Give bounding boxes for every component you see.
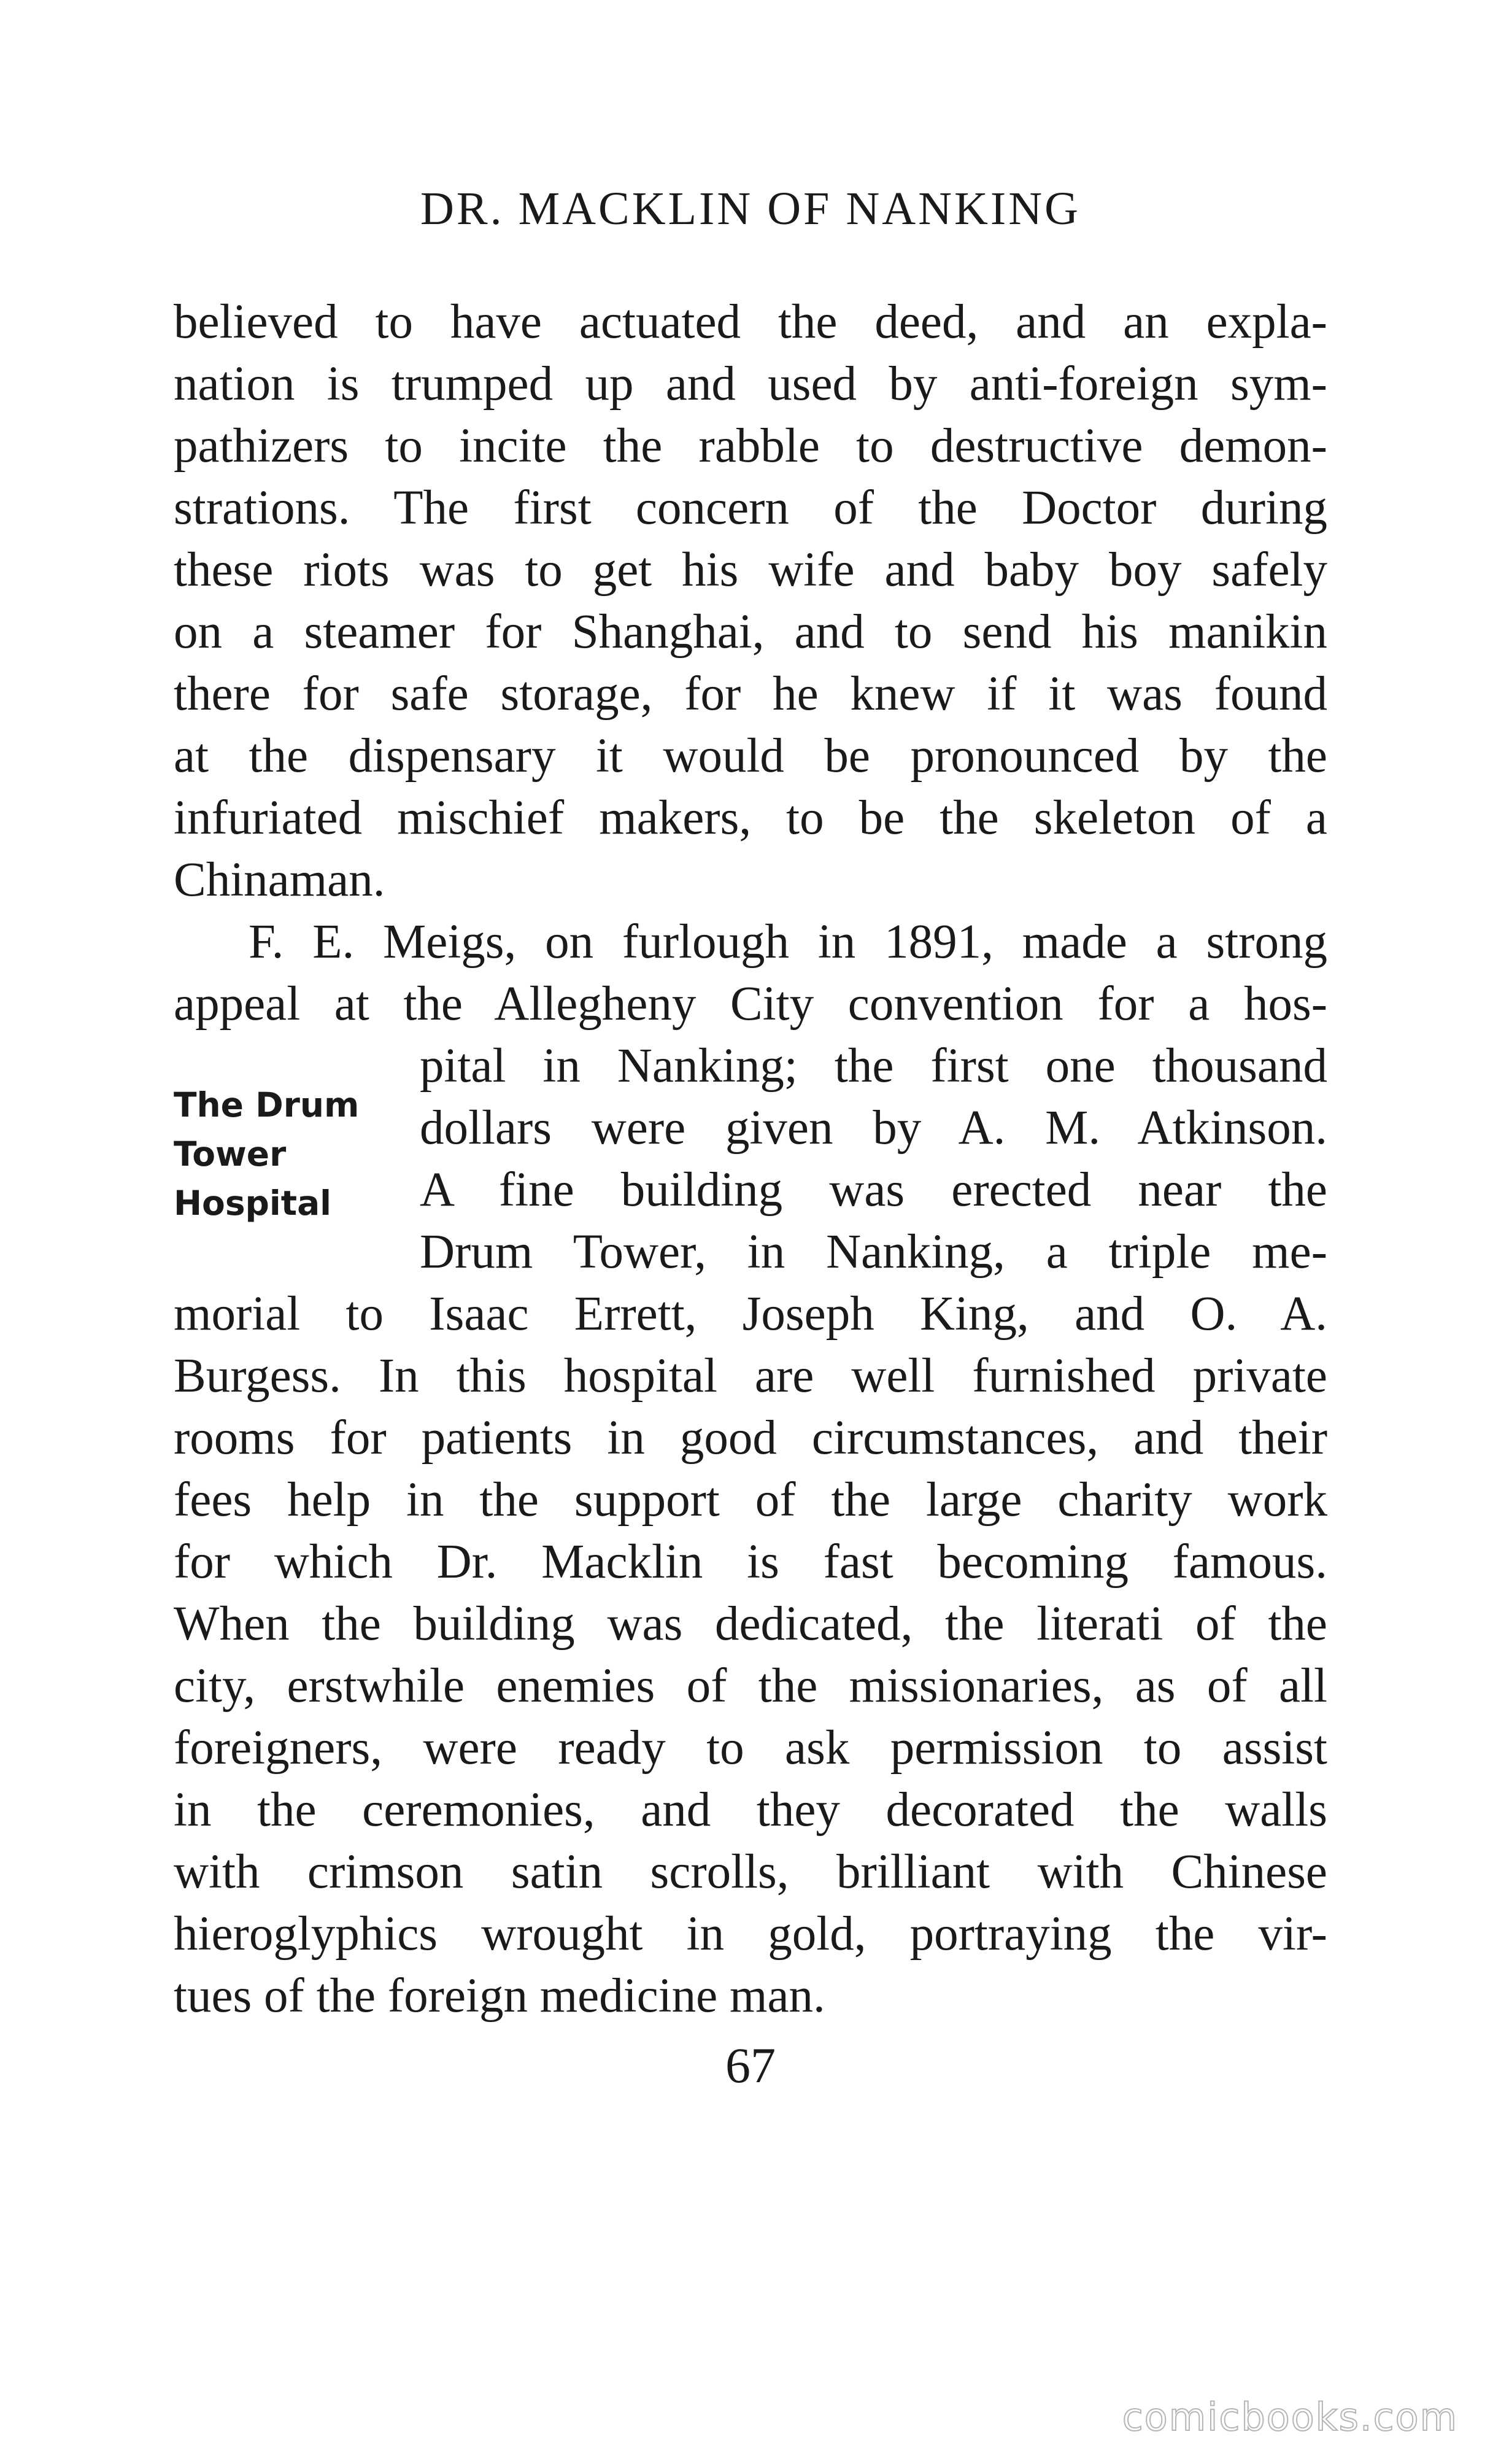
body-line: dollars were given by A. M. Atkinson. — [420, 1101, 1327, 1155]
body-line: nation is trumped up and used by anti-foreign sym- — [174, 357, 1327, 411]
body-line: appeal at the Allegheny City convention for a hos- — [174, 977, 1327, 1031]
body-line: F. E. Meigs, on furlough in 1891, made a strong — [249, 915, 1327, 969]
margin-note — [174, 1080, 395, 1228]
body-line: strations. The first concern of the Doctor during — [174, 481, 1327, 535]
body-line: Chinaman. — [174, 853, 385, 907]
body-line: there for safe storage, for he knew if it was found — [174, 667, 1327, 721]
body-line: infuriated mischief makers, to be the skeleton of a — [174, 791, 1327, 845]
body-line: When the building was dedicated, the literati of the — [174, 1597, 1327, 1651]
margin-note-line: Tower — [174, 1134, 287, 1174]
body-line: believed to have actuated the deed, and an expla- — [174, 295, 1327, 349]
page-number: 67 — [725, 2037, 776, 2093]
body-line: Drum Tower, in Nanking, a triple me- — [420, 1225, 1327, 1279]
body-line: fees help in the support of the large charity work — [174, 1473, 1327, 1527]
margin-note-line: The Drum — [174, 1085, 360, 1125]
body-line: morial to Isaac Errett, Joseph King, and O. A. — [174, 1287, 1327, 1341]
body-line: city, erstwhile enemies of the missionaries, as of all — [174, 1659, 1327, 1713]
margin-note-line: Hospital — [174, 1184, 332, 1223]
body-line: A fine building was erected near the — [420, 1163, 1327, 1217]
body-line: hieroglyphics wrought in gold, portraying the vir- — [174, 1907, 1327, 1961]
body-line: on a steamer for Shanghai, and to send his manikin — [174, 605, 1327, 659]
body-line: foreigners, were ready to ask permission to assist — [174, 1721, 1327, 1775]
running-head: DR. MACKLIN OF NANKING — [420, 183, 1081, 234]
body-line: rooms for patients in good circumstances, and their — [174, 1411, 1327, 1465]
body-line: pital in Nanking; the first one thousand — [420, 1039, 1327, 1093]
body-line: for which Dr. Macklin is fast becoming famous. — [174, 1535, 1327, 1589]
body-line: in the ceremonies, and they decorated the walls — [174, 1783, 1327, 1837]
body-line: Burgess. In this hospital are well furnished private — [174, 1349, 1327, 1403]
body-line: tues of the foreign medicine man. — [174, 1969, 825, 2023]
body-line: at the dispensary it would be pronounced by the — [174, 729, 1327, 783]
body-line: with crimson satin scrolls, brilliant with Chinese — [174, 1845, 1327, 1899]
watermark: comicbooks.com — [1122, 2395, 1458, 2439]
body-line: pathizers to incite the rabble to destructive demon- — [174, 419, 1327, 473]
body-line: these riots was to get his wife and baby boy safely — [174, 543, 1327, 597]
